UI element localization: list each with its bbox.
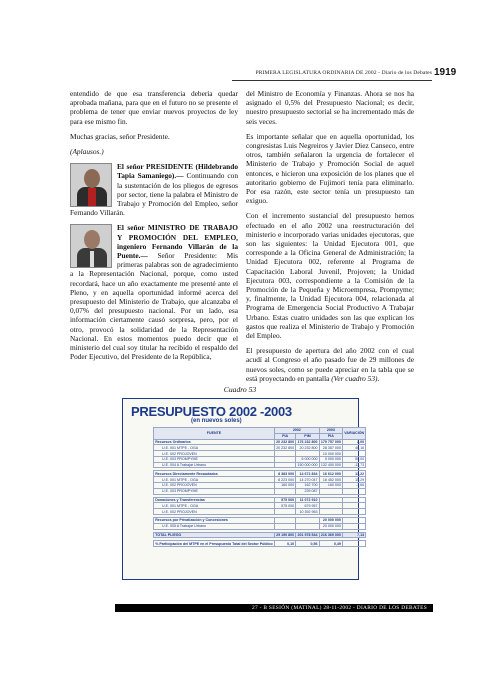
cell-value: 20 232 800	[276, 445, 295, 450]
minister-photo	[70, 224, 112, 268]
budget-table-figure	[122, 398, 365, 580]
cell-value: 179 757 000	[320, 439, 341, 444]
header-title: PRIMERA LEGISLATURA ORDINARIA DE 2002 - Diario de los Debates	[255, 70, 432, 76]
speaker-block-president	[70, 162, 238, 217]
left-column	[70, 89, 238, 367]
col-pia-2003: PIA	[319, 433, 342, 439]
cell-value: 2,00	[343, 439, 366, 445]
paragraph: El presupuesto de apertura del año 2002 con el cual acudí al Congreso el año pasado fue de 29 millones de nuevos soles, como se puede apreciar en la tabla que se está proyectando en pantalla (Ver cuadro 53).	[246, 346, 414, 383]
cell-value	[343, 541, 366, 547]
cell-value: 14 270 047	[296, 477, 319, 483]
row-label: TOTAL PLIEGO	[154, 532, 275, 538]
cell-value: 50,00	[343, 456, 366, 462]
cell-value: 162 700	[296, 483, 319, 489]
row-label: U.E. 002 PROJOVEN	[154, 451, 275, 457]
cell-value: -1,66	[343, 483, 366, 489]
cell-value: 20 000 000	[319, 523, 342, 529]
speaker-text: Continuando con la sustentación de los pliegos de egresos por sector, tiene la palabra el Ministro de Trabajo y Promoción del Empleo, señor Fernando Villarán.	[70, 171, 238, 218]
cell-value: 575 000	[274, 497, 295, 503]
cell-value: 0,56	[296, 541, 319, 547]
row-label: U.E. 003 PROMPYME	[154, 488, 275, 494]
cell-value: 16 452 000	[319, 477, 342, 483]
cell-value: 7,13	[343, 532, 366, 538]
row-label: U.E. 004 A Trabajar Urbano	[154, 462, 275, 468]
cell-value: 28 357 000	[319, 445, 342, 451]
speaker-name: El señor PRESIDENTE (Hildebrando Tapia Samaniego).—	[117, 162, 238, 181]
col-variacion: VARIACIÓN	[343, 428, 366, 440]
cell-value: 13,22	[343, 471, 366, 477]
applause-note: (Aplausos.)	[70, 147, 104, 157]
row-label: U.E. 001 MTPE - OGA	[154, 477, 275, 483]
cell-value: 239 087	[296, 488, 319, 494]
paragraph: Con el incremento sustancial del presupuesto hemos efectuado en el año 2002 una reestructuración del ministerio e incorporado varias unidades ejecutoras, que son las siguientes: la Unidad Ejecutora 001, que corresponde a la Oficina General de Administración; la Unidad Ejecutora 002, referente al Programa de Capacitación Laboral Juvenil, Projoven; la Unidad Ejecutora 003, correspondiente a la Comisión de la Promoción de la Pequeña y Microempresa, Prompyme; y, finalmente, la Unidad Ejecutora 004, relacionada al Programa de Emergencia Social Productivo A Trabajar Urbano. Estas cuatro unidades son las que explican los gastos que realiza el Ministerio de Trabajo y Promoción del Empleo.	[246, 211, 414, 341]
paragraph: Muchas gracias, señor Presidente.	[70, 131, 170, 141]
running-header	[232, 69, 432, 81]
cell-value: 176 232 800	[297, 439, 318, 444]
figure-caption: Cuadro 53	[223, 385, 257, 394]
col-pia: PIA	[274, 433, 295, 439]
president-photo	[70, 163, 112, 207]
cell-value: 201 978 544	[297, 532, 318, 537]
row-label: Donaciones y Transferencias	[154, 497, 275, 503]
cell-value: 20 232 800	[276, 439, 295, 444]
footer-bar	[115, 604, 433, 612]
paragraph: del Ministro de Economía y Finanzas. Ahora se nos ha asignado el 0,5% del Presupuesto Nacional; es decir, nuestro presupuesto sectorial se ha incrementado más de seis veces.	[246, 89, 414, 126]
row-label: U.E. 001 MTPE - OGA	[154, 503, 275, 509]
cell-value: 8 383 000	[274, 471, 295, 477]
col-2002: 2002	[274, 428, 319, 434]
paragraph: entendido de que esa transferencia debería quedar aprobada mañana, para que en el futuro no se presente el problema de tener que enviar nuevos proyectos de ley para ese mismo fin.	[70, 89, 238, 126]
paragraph: Es importante señalar que en aquella oportunidad, los congresistas Luis Negreiros y Javier Diez Canseco, entre otros, también señalaron la urgencia de fortalecer el Ministerio de Trabajo y Promoción Social de aquel entonces, e hicieron una exposición de los planes que el autoritario gobierno de Fujimori tenía para eliminarlo. Por esa razón, este sector tenía un presupuesto tan exiguo.	[246, 131, 414, 206]
speaker-name: El señor MINISTRO DE TRABAJO Y PROMOCIÓN DEL EMPLEO, ingeniero Fernando Villarán de la Puente.—	[117, 223, 238, 261]
cell-value: 132 400 000	[320, 463, 341, 468]
col-2003: 2003	[319, 428, 342, 434]
figure-title: PRESUPUESTO 2002 -2003	[131, 404, 292, 419]
cell-value: 679 957	[296, 503, 319, 509]
row-label: U.E. 005 A Trabajar Urbano	[154, 523, 275, 529]
row-label: U.E. 002 PROJOVEN	[154, 509, 275, 515]
cell-value: 216 369 000	[320, 532, 341, 537]
cell-value: 16 612 000	[319, 471, 342, 477]
cell-value: 150 000 000	[297, 463, 318, 468]
cell-value: 160 000	[274, 483, 295, 489]
table-row	[154, 541, 366, 547]
row-label: Recursos Ordinarios	[154, 439, 275, 445]
cell-value: 575 000	[274, 503, 295, 509]
row-label: U.E. 002 PROJOVEN	[154, 483, 275, 489]
right-column	[246, 89, 414, 389]
cell-value: 10 000 000	[319, 451, 342, 457]
row-label: % Participación del MTPE en el Presupuesto Total del Sector Público	[155, 541, 273, 546]
header-rule	[232, 80, 432, 81]
row-label: U.E. 003 PROMPYME	[154, 456, 275, 462]
cell-value: 29 190 800	[276, 532, 295, 537]
budget-table	[153, 427, 366, 547]
row-label: Recursos Directamente Recaudados	[154, 471, 275, 477]
figure-subtitle: (en nuevos soles)	[191, 418, 242, 424]
col-pim: PIM	[296, 433, 319, 439]
cell-value: 9 000 000	[319, 456, 342, 462]
cell-value: 11 072 910	[296, 497, 319, 503]
col-fuente: FUENTE	[154, 428, 275, 440]
speaker-text: Señor Presidente: Mis primeras palabras son de agradecimiento a la Representación Nacional, porque, como usted recordará, hace un año exactamente me presenté ante el Pleno, y en aquella oportunidad informé acerca del presupuesto del Ministerio de Trabajo, que alcanzaba el 0,07% del presupuesto nacional. Por un lado, esa información ciertamente causó sorpresa, pero, por el otro, provocó la solidaridad de la Representación Nacional. En estos momentos puedo decir que el ministerio del cual soy titular ha recibido el respaldo del Poder Ejecutivo, del Presidente de la República,	[70, 251, 238, 362]
footer-text: 27 - B SESIÓN (MATINAL) 28-11-2002 - DIARIO DE LOS DEBATES	[251, 604, 427, 611]
cell-value: 160 000	[319, 483, 342, 489]
table-body	[154, 439, 366, 547]
row-label: Recursos por Privatización y Concesiones	[154, 517, 275, 523]
cell-value: 8 223 000	[274, 477, 295, 483]
cell-value: 14 672 834	[296, 471, 319, 477]
table-reference: (Ver cuadro 53).	[331, 373, 380, 383]
cell-value: 0,49	[319, 541, 342, 547]
cell-value: 10 392 953	[296, 509, 319, 515]
speaker-block-minister	[70, 223, 238, 361]
cell-value: 20 000 000	[319, 517, 342, 523]
row-label: U.E. 001 MTPE - OGA	[154, 445, 275, 451]
page-number: 1919	[434, 67, 457, 78]
cell-value: -11,73	[343, 462, 366, 468]
cell-value: 20 232 800	[296, 445, 319, 451]
cell-value: 40,16	[343, 445, 366, 451]
cell-value: 6 000 000	[296, 456, 319, 462]
cell-value: 15,29	[343, 477, 366, 483]
cell-value: 0,10	[274, 541, 295, 547]
